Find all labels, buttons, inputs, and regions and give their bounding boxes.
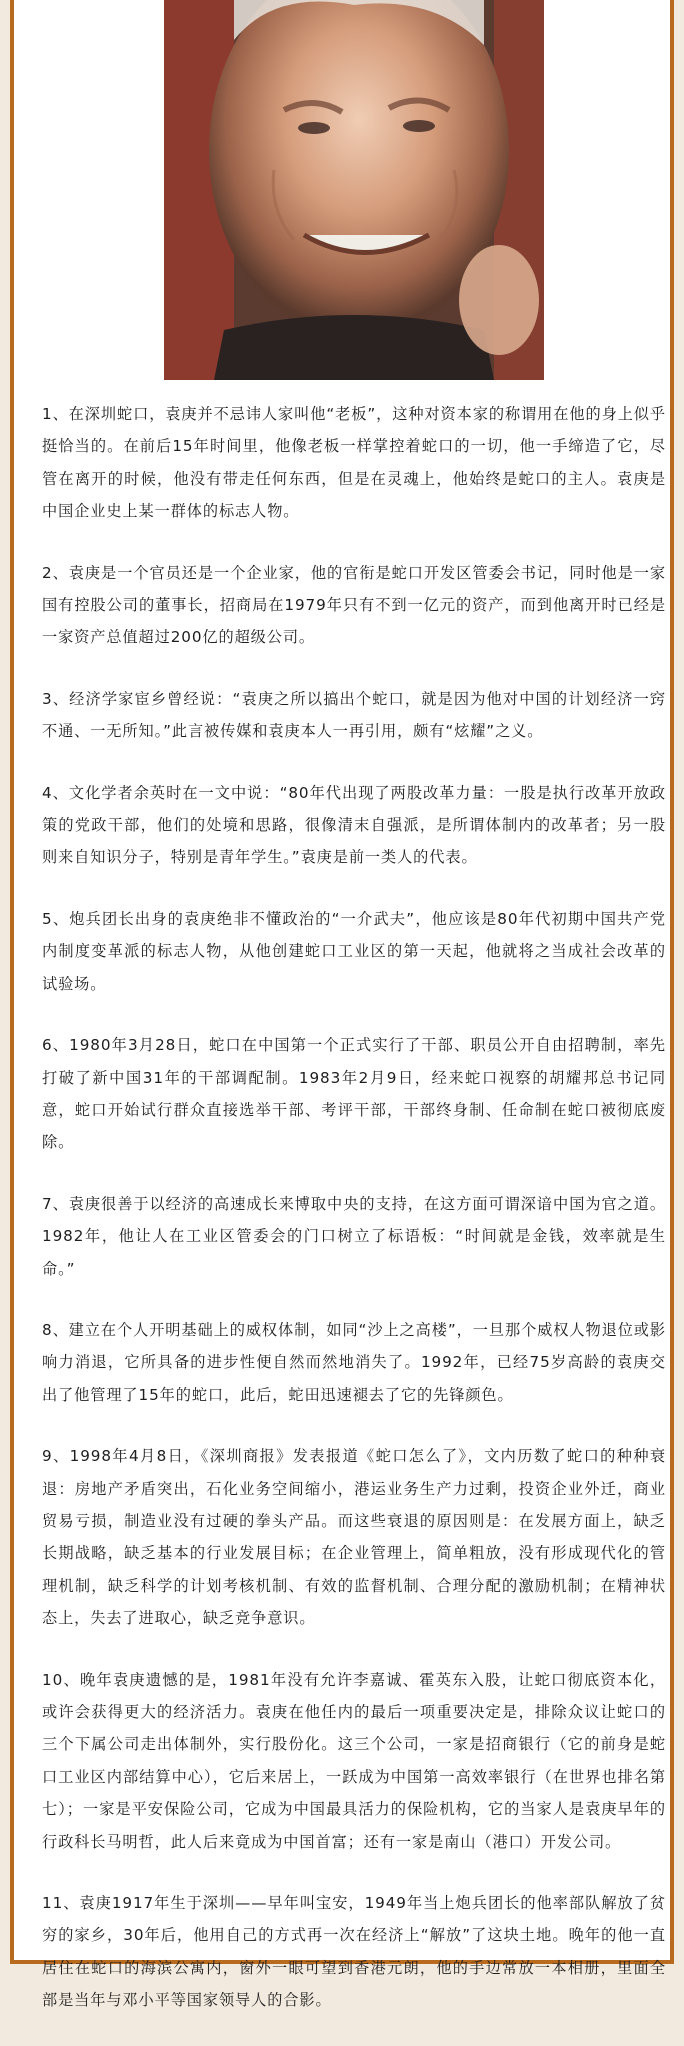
paragraph-2: 2、袁庚是一个官员还是一个企业家，他的官衔是蛇口开发区管委会书记，同时他是一家国有控股公司的董事长，招商局在1979年只有不到一亿元的资产，而到他离开时已经是一家资产总值超过200亿的超级公司。 [42,563,666,647]
paragraph-11: 11、袁庚1917年生于深圳——早年叫宝安，1949年当上炮兵团长的他率部队解放了贫穷的家乡，30年后，他用自己的方式再一次在经济上“解放”了这块土地。晚年的他一直居住在蛇口的海滨公寓内，窗外一眼可望到香港元朗，他的手边常放一本相册，里面全部是当年与邓小平等国家领导人的合影。 [42,1894,666,2010]
portrait-photo [164,0,544,380]
paragraph-4: 4、文化学者余英时在一文中说：“80年代出现了两股改革力量：一股是执行改革开放政策的党政干部，他们的处境和思路，很像清末自强派，是所谓体制内的改革者；另一股则来自知识分子，特别是青年学生。”袁庚是前一类人的代表。 [42,783,666,867]
article-body [42,398,666,2046]
paragraph-3: 3、经济学家宦乡曾经说：“袁庚之所以搞出个蛇口，就是因为他对中国的计划经济一窍不通、一无所知。”此言被传媒和袁庚本人一再引用，颇有“炫耀”之义。 [42,689,666,741]
paragraph-10: 10、晚年袁庚遗憾的是，1981年没有允许李嘉诚、霍英东入股，让蛇口彻底资本化，或许会获得更大的经济活力。袁庚在他任内的最后一项重要决定是，排除众议让蛇口的三个下属公司走出体制外，实行股份化。这三个公司，一家是招商银行（它的前身是蛇口工业区内部结算中心），它后来居上，一跃成为中国第一高效率银行（在世界也排名第七）；一家是平安保险公司，它成为中国最具活力的保险机构，它的当家人是袁庚早年的行政科长马明哲，此人后来竟成为中国首富；还有一家是南山（港口）开发公司。 [42,1670,666,1851]
portrait-illustration [164,0,544,380]
paragraph-8: 8、建立在个人开明基础上的威权体制，如同“沙上之高楼”，一旦那个威权人物退位或影响力消退，它所具备的进步性便自然而然地消失了。1992年，已经75岁高龄的袁庚交出了他管理了15年的蛇口，此后，蛇田迅速褪去了它的先锋颜色。 [42,1320,666,1404]
article-frame [10,0,674,2010]
paragraph-9: 9、1998年4月8日，《深圳商报》发表报道《蛇口怎么了》，文内历数了蛇口的种种衰退：房地产矛盾突出，石化业务空间缩小，港运业务生产力过剩，投资企业外迁，商业贸易亏损，制造业没有过硬的拳头产品。而这些衰退的原因则是：在发展方面上，缺乏长期战略，缺乏基本的行业发展目标；在企业管理上，简单粗放，没有形成现代化的管理机制，缺乏科学的计划考核机制、有效的监督机制、合理分配的激励机制；在精神状态上，失去了进取心，缺乏竞争意识。 [42,1447,666,1628]
paragraph-7: 7、袁庚很善于以经济的高速成长来博取中央的支持，在这方面可谓深谙中国为官之道。1982年，他让人在工业区管委会的门口树立了标语板：“时间就是金钱，效率就是生命。” [42,1194,666,1278]
paragraph-6: 6、1980年3月28日，蛇口在中国第一个正式实行了干部、职员公开自由招聘制，率先打破了新中国31年的干部调配制。1983年2月9日，经来蛇口视察的胡耀邦总书记同意，蛇口开始试行群众直接选举干部、考评干部，干部终身制、任命制在蛇口被彻底废除。 [42,1036,666,1152]
paragraph-1: 1、在深圳蛇口，袁庚并不忌讳人家叫他“老板”，这种对资本家的称谓用在他的身上似乎挺恰当的。在前后15年时间里，他像老板一样掌控着蛇口的一切，他一手缔造了它，尽管在离开的时候，他没有带走任何东西，但是在灵魂上，他始终是蛇口的主人。袁庚是中国企业史上某一群体的标志人物。 [42,405,666,521]
paragraph-5: 5、炮兵团长出身的袁庚绝非不懂政治的“一介武夫”，他应该是80年代初期中国共产党内制度变革派的标志人物，从他创建蛇口工业区的第一天起，他就将之当成社会改革的试验场。 [42,909,666,993]
